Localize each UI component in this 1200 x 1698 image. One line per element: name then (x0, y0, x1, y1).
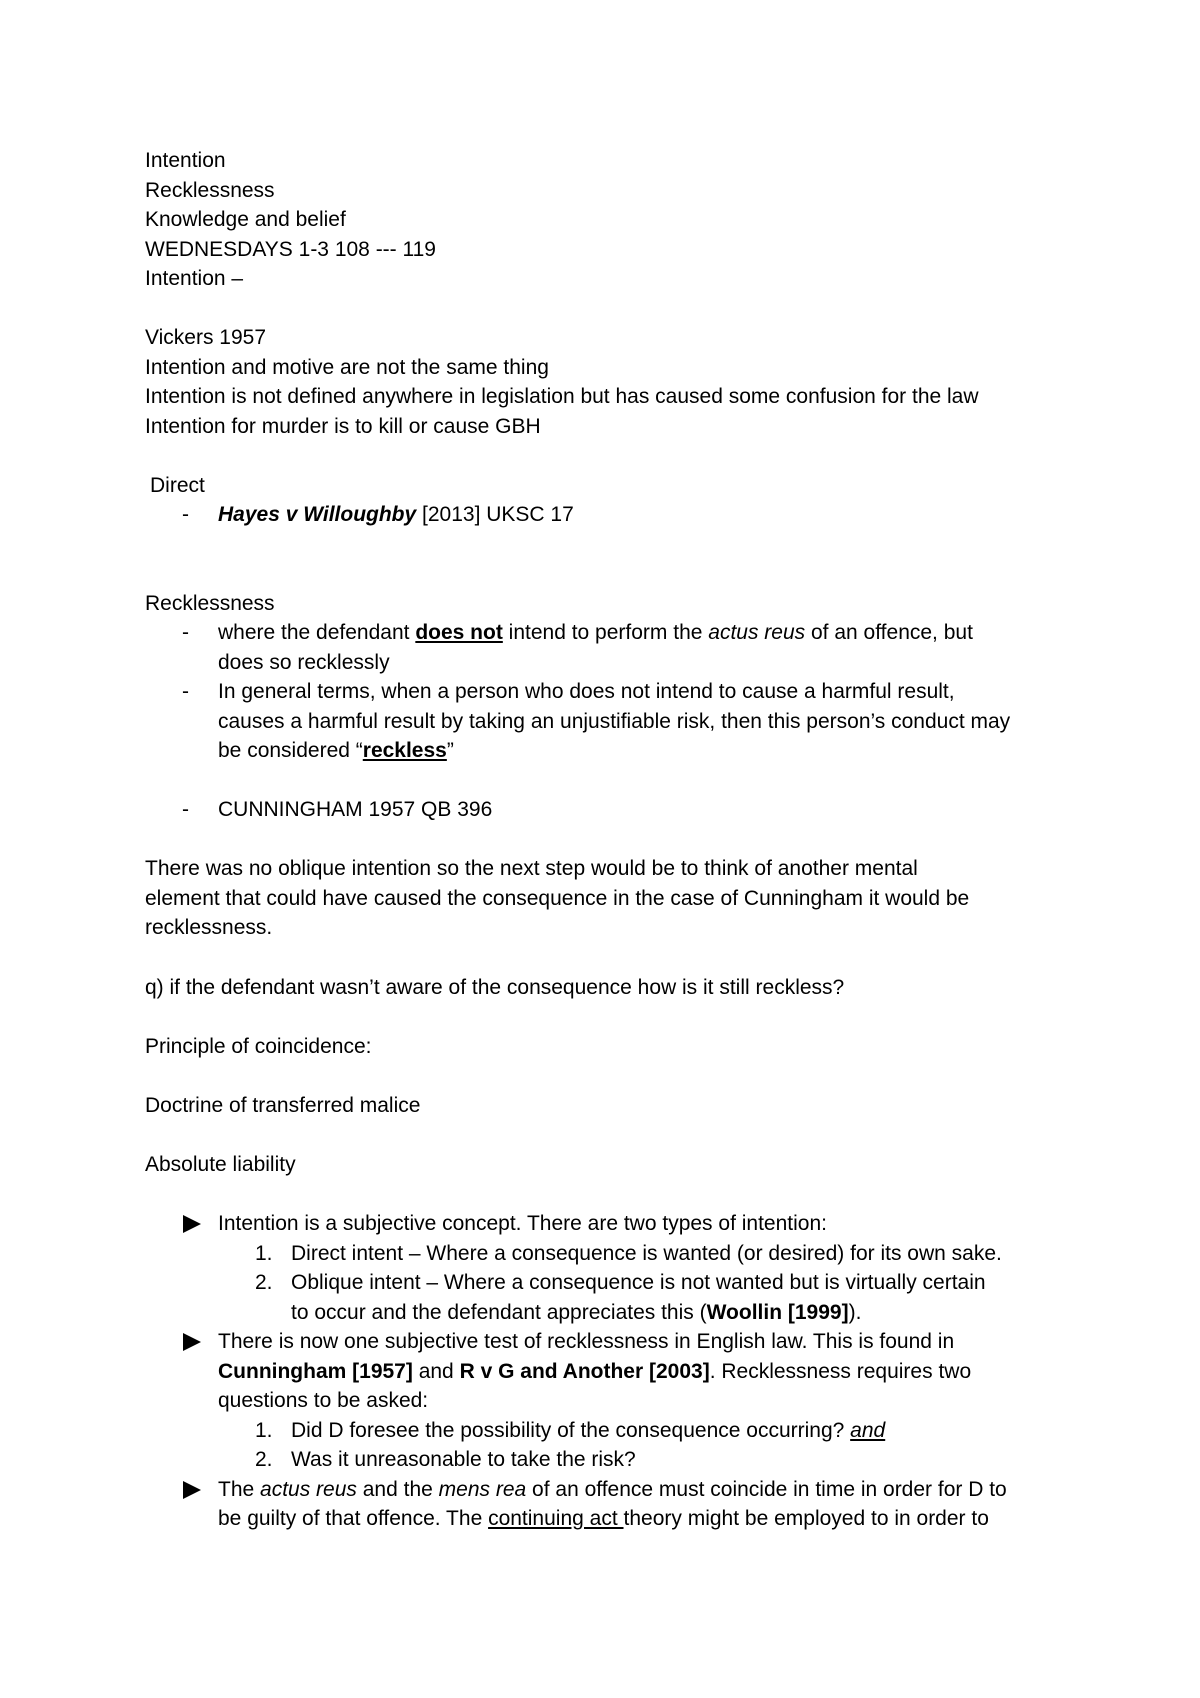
bullet-arrow-icon (183, 1215, 201, 1233)
direct-case (218, 500, 574, 530)
vickers-line-3: Intention for murder is to kill or cause GBH (145, 415, 541, 438)
list-number: 1. (255, 1419, 273, 1442)
bullet-dash: - (182, 798, 189, 821)
text-span: . Recklessness requires two (709, 1360, 972, 1383)
summary-point-2-line-1: There is now one subjective test of recklessness in English law. This is found in (218, 1330, 955, 1353)
text-span: theory might be employed to in order to (623, 1507, 989, 1530)
recklessness-point-2-line-3 (218, 736, 454, 766)
emphasis-continuing-act: continuing act (488, 1507, 624, 1530)
list-number: 1. (255, 1242, 273, 1265)
header-line-schedule: WEDNESDAYS 1-3 108 --- 119 (145, 238, 436, 261)
summary-point-2-item-2: Was it unreasonable to take the risk? (291, 1448, 636, 1471)
term-actus-reus: actus reus (260, 1478, 357, 1501)
oblique-para-line-2: element that could have caused the consequence in the case of Cunningham it would be (145, 887, 970, 910)
summary-point-2-line-3: questions to be asked: (218, 1389, 429, 1412)
summary-point-1: Intention is a subjective concept. There are two types of intention: (218, 1212, 827, 1235)
text-span: where the defendant (218, 621, 416, 644)
term-actus-reus: actus reus (708, 621, 806, 644)
oblique-para-line-3: recklessness. (145, 916, 273, 939)
text-span: to occur and the defendant appreciates this ( (291, 1301, 707, 1324)
summary-point-1-item-2-line-1: Oblique intent – Where a consequence is not wanted but is virtually certain (291, 1271, 986, 1294)
text-span: ” (446, 739, 454, 762)
case-name: Hayes v Willoughby (218, 503, 417, 526)
bullet-dash: - (182, 621, 189, 644)
summary-point-1-item-1: Direct intent – Where a consequence is wanted (or desired) for its own sake. (291, 1242, 1002, 1265)
question-line: q) if the defendant wasn’t aware of the consequence how is it still reckless? (145, 976, 845, 999)
text-span: be guilty of that offence. The (218, 1507, 489, 1530)
emphasis-does-not: does not (415, 621, 503, 644)
vickers-line-2: Intention is not defined anywhere in legislation but has caused some confusion for the law (145, 385, 979, 408)
list-number: 2. (255, 1271, 273, 1294)
header-line-recklessness: Recklessness (145, 179, 275, 202)
recklessness-point-2-line-2: causes a harmful result by taking an unjustifiable risk, then this person’s conduct may (218, 710, 1011, 733)
bullet-dash: - (182, 503, 189, 526)
emphasis-and: and (850, 1419, 886, 1442)
summary-point-2-line-2 (218, 1357, 971, 1387)
text-span: The (218, 1478, 261, 1501)
summary-point-1-item-2-line-2 (291, 1298, 861, 1328)
text-span: and the (356, 1478, 439, 1501)
oblique-para-line-1: There was no oblique intention so the next step would be to think of another mental (145, 857, 918, 880)
text-span: of an offence, but (805, 621, 973, 644)
case-cunningham: Cunningham [1957] (218, 1360, 413, 1383)
summary-point-2-item-1 (291, 1416, 885, 1446)
recklessness-point-1-line-1 (218, 618, 973, 648)
vickers-line-1: Intention and motive are not the same thing (145, 356, 549, 379)
text-span: of an offence must coincide in time in order for D to (526, 1478, 1007, 1501)
text-span: be considered “ (218, 739, 363, 762)
recklessness-point-3: CUNNINGHAM 1957 QB 396 (218, 798, 493, 821)
text-span: Did D foresee the possibility of the consequence occurring? (291, 1419, 851, 1442)
principle-heading: Principle of coincidence: (145, 1035, 372, 1058)
header-line-intention: Intention (145, 149, 226, 172)
header-line-knowledge: Knowledge and belief (145, 208, 346, 231)
header-line-intention-dash: Intention – (145, 267, 244, 290)
case-woollin: Woollin [1999] (706, 1301, 849, 1324)
bullet-arrow-icon (183, 1481, 201, 1499)
doctrine-heading: Doctrine of transferred malice (145, 1094, 421, 1117)
recklessness-point-2-line-1: In general terms, when a person who does not intend to cause a harmful result, (218, 680, 955, 703)
case-r-v-g: R v G and Another [2003] (459, 1360, 710, 1383)
term-mens-rea: mens rea (438, 1478, 527, 1501)
absolute-heading: Absolute liability (145, 1153, 296, 1176)
text-span: intend to perform the (502, 621, 709, 644)
bullet-dash: - (182, 680, 189, 703)
list-number: 2. (255, 1448, 273, 1471)
text-span: ). (848, 1301, 862, 1324)
recklessness-heading: Recklessness (145, 592, 275, 615)
summary-point-3-line-2 (218, 1504, 989, 1534)
summary-point-3-line-1 (218, 1475, 1007, 1505)
vickers-title: Vickers 1957 (145, 326, 267, 349)
text-span: and (412, 1360, 460, 1383)
case-citation: [2013] UKSC 17 (416, 503, 574, 526)
bullet-arrow-icon (183, 1333, 201, 1351)
emphasis-reckless: reckless (362, 739, 447, 762)
recklessness-point-1-line-2: does so recklessly (218, 651, 390, 674)
direct-heading: Direct (150, 474, 205, 497)
